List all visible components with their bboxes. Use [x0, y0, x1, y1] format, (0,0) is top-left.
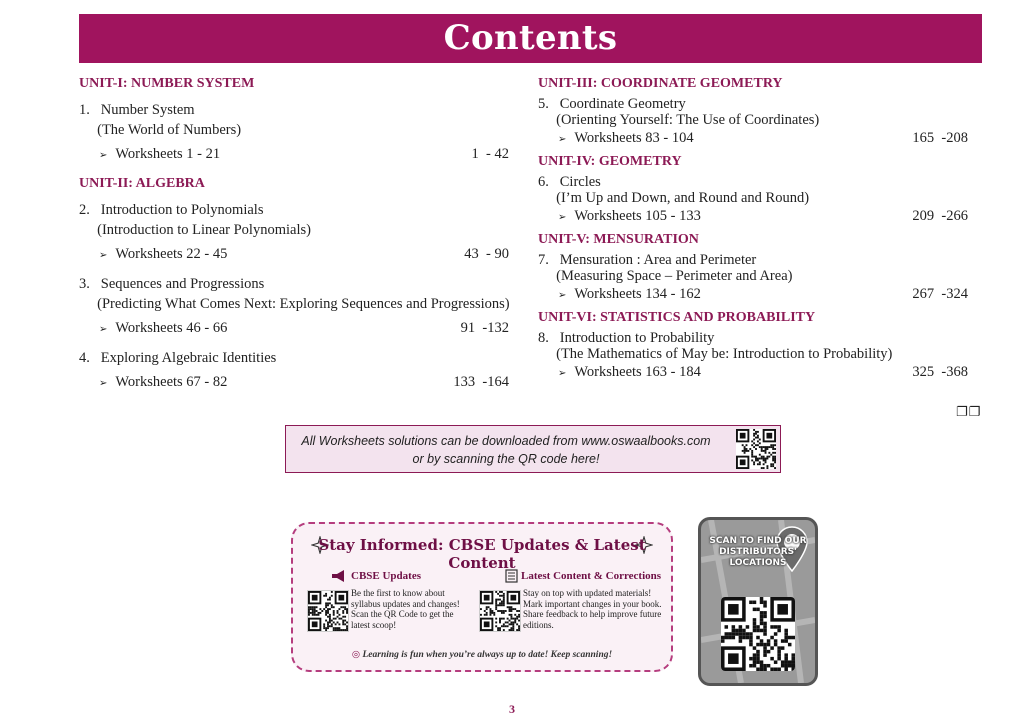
qr-code-icon[interactable] — [736, 429, 776, 469]
contents-header — [79, 14, 982, 63]
unit-heading: UNIT-III: COORDINATE GEOMETRY — [538, 76, 783, 91]
worksheet-range: Worksheets 22 - 45 — [115, 246, 228, 262]
arrow-bullet-icon: ➢ — [558, 290, 567, 301]
worksheet-range: Worksheets 105 - 133 — [574, 208, 701, 224]
worksheet-row — [79, 318, 509, 340]
stay-informed-card — [291, 522, 673, 672]
chapter-entry — [538, 174, 968, 226]
arrow-bullet-icon: ➢ — [99, 150, 108, 161]
arrow-bullet-icon: ➢ — [558, 212, 567, 223]
worksheet-row — [538, 364, 968, 382]
distributor-text: SCAN TO FIND OUR DISTRIBUTORS' LOCATIONS — [709, 536, 807, 568]
latest-content-title: Latest Content & Corrections — [521, 570, 662, 582]
corner-mark-icon: ❐❐ — [956, 405, 982, 420]
worksheet-row — [79, 372, 509, 394]
chapter-title: 5. Coordinate Geometry — [538, 96, 686, 112]
arrow-bullet-icon: ➢ — [99, 250, 108, 261]
worksheet-row — [538, 286, 968, 304]
cbse-qr-icon[interactable] — [307, 590, 349, 632]
download-notice — [285, 425, 781, 473]
worksheet-row — [538, 208, 968, 226]
target-icon: ◎ — [351, 650, 361, 660]
worksheet-range: Worksheets 134 - 162 — [574, 286, 701, 302]
chapter-subtitle: (Introduction to Linear Polynomials) — [79, 222, 311, 238]
arrow-bullet-icon: ➢ — [558, 368, 567, 379]
page-range: 1 - 42 — [471, 146, 509, 162]
toc-right-column — [538, 76, 968, 382]
chapter-entry — [538, 330, 968, 382]
download-line-1: All Worksheets solutions can be downloaded from www.oswaalbooks.com — [301, 434, 711, 448]
distributor-card[interactable] — [698, 517, 818, 686]
worksheet-range: Worksheets 67 - 82 — [115, 374, 228, 390]
unit-heading: UNIT-II: ALGEBRA — [79, 176, 205, 191]
worksheet-range: Worksheets 83 - 104 — [574, 130, 694, 146]
chapter-entry — [79, 200, 509, 266]
distributor-qr-icon[interactable] — [721, 597, 795, 671]
chapter-title: 2. Introduction to Polynomials — [79, 202, 264, 218]
latest-content-desc: Stay on top with updated materials! Mark important changes in your book. Share feedback to help improve future editions. — [523, 588, 662, 630]
cbse-updates-desc: Be the first to know about syllabus updates and changes! Scan the QR Code to get the latest scoop! — [351, 588, 460, 630]
worksheet-range: Worksheets 163 - 184 — [574, 364, 701, 380]
worksheet-row — [79, 144, 509, 166]
page-title: Contents — [443, 18, 618, 58]
chapter-title: 3. Sequences and Progressions — [79, 276, 265, 292]
chapter-entry — [79, 348, 509, 394]
page-number: 3 — [509, 702, 515, 716]
chapter-subtitle: (The Mathematics of May be: Introduction to Probability) — [538, 346, 893, 362]
megaphone-icon — [331, 569, 347, 583]
chapter-entry — [538, 252, 968, 304]
stay-footer-text: Learning is fun when you’re always up to date! Keep scanning! — [362, 650, 613, 660]
page-range: 133 -164 — [453, 374, 509, 390]
worksheet-range: Worksheets 46 - 66 — [115, 320, 228, 336]
worksheet-row — [538, 130, 968, 148]
chapter-entry — [79, 274, 509, 340]
chapter-subtitle: (Predicting What Comes Next: Exploring Sequences and Progressions) — [79, 296, 510, 312]
arrow-bullet-icon: ➢ — [558, 134, 567, 145]
chapter-entry — [79, 100, 509, 166]
page-range: 91 -132 — [460, 320, 509, 336]
chapter-title: 6. Circles — [538, 174, 601, 190]
page-range: 43 - 90 — [464, 246, 509, 262]
unit-heading: UNIT-I: NUMBER SYSTEM — [79, 76, 255, 91]
chapter-subtitle: (Orienting Yourself: The Use of Coordinates) — [538, 112, 820, 128]
notebook-icon — [505, 569, 518, 583]
stay-informed-title: Stay Informed: CBSE Updates & Latest Content — [318, 536, 646, 572]
chapter-subtitle: (Measuring Space – Perimeter and Area) — [538, 268, 793, 284]
chapter-subtitle: (I’m Up and Down, and Round and Round) — [538, 190, 810, 206]
unit-heading: UNIT-VI: STATISTICS AND PROBABILITY — [538, 310, 816, 325]
chapter-subtitle: (The World of Numbers) — [79, 122, 242, 138]
chapter-title: 8. Introduction to Probability — [538, 330, 715, 346]
arrow-bullet-icon: ➢ — [99, 324, 108, 335]
toc-left-column — [79, 76, 509, 394]
chapter-entry — [538, 96, 968, 148]
page-range: 209 -266 — [912, 208, 968, 224]
chapter-title: 4. Exploring Algebraic Identities — [79, 350, 277, 366]
arrow-bullet-icon: ➢ — [99, 378, 108, 389]
page-range: 325 -368 — [912, 364, 968, 380]
unit-heading: UNIT-IV: GEOMETRY — [538, 154, 682, 169]
download-line-2: or by scanning the QR code here! — [412, 452, 600, 466]
page-range: 267 -324 — [912, 286, 968, 302]
chapter-title: 7. Mensuration : Area and Perimeter — [538, 252, 757, 268]
chapter-title: 1. Number System — [79, 102, 195, 118]
worksheet-row — [79, 244, 509, 266]
cbse-updates-title: CBSE Updates — [351, 570, 421, 582]
latest-qr-icon[interactable] — [479, 590, 521, 632]
worksheet-range: Worksheets 1 - 21 — [115, 146, 221, 162]
unit-heading: UNIT-V: MENSURATION — [538, 232, 699, 247]
page-range: 165 -208 — [912, 130, 968, 146]
